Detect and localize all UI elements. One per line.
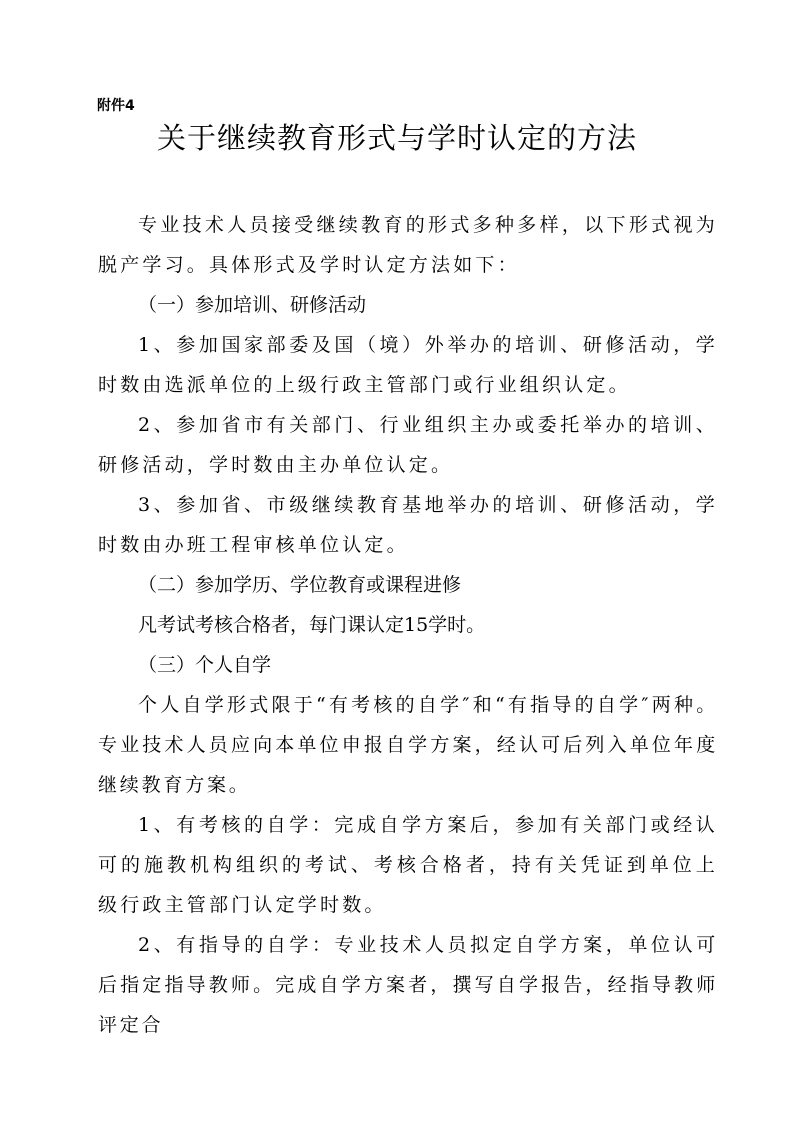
attachment-label: 附件4	[97, 98, 135, 114]
section-heading-degree: （二）参加学历、学位教育或课程进修	[138, 574, 462, 596]
selfstudy-paragraph: 个人自学形式限于“有考核的自学″和“有指导的自学″两种。专业技术人员应向本单位申报自学方案，经认可后列入单位年度继续教育方案。	[98, 694, 718, 796]
section-heading-selfstudy: （三）个人自学	[138, 654, 272, 676]
document-body	[98, 205, 718, 1045]
document-title: 关于继续教育形式与学时认定的方法	[156, 121, 637, 155]
degree-paragraph: 凡考试考核合格者，每门课认定15学时。	[138, 614, 486, 636]
intro-paragraph: 专业技术人员接受继续教育的形式多种多样，以下形式视为脱产学习。具体形式及学时认定方法如下：	[98, 214, 718, 276]
selfstudy-item-1: 1、有考核的自学：完成自学方案后，参加有关部门或经认可的施教机构组织的考试、考核合格者，持有关凭证到单位上级行政主管部门认定学时数。	[98, 814, 718, 916]
training-item-2: 2、参加省市有关部门、行业组织主办或委托举办的培训、研修活动，学时数由主办单位认定。	[98, 414, 718, 476]
section-heading-training: （一）参加培训、研修活动	[138, 294, 367, 316]
training-item-3: 3、参加省、市级继续教育基地举办的培训、研修活动，学时数由办班工程审核单位认定。	[98, 494, 718, 556]
selfstudy-item-2: 2、有指导的自学：专业技术人员拟定自学方案，单位认可后指定指导教师。完成自学方案者，撰写自学报告，经指导教师评定合	[98, 934, 718, 1036]
training-item-1: 1、参加国家部委及国（境）外举办的培训、研修活动，学时数由选派单位的上级行政主管部门或行业组织认定。	[98, 334, 718, 396]
